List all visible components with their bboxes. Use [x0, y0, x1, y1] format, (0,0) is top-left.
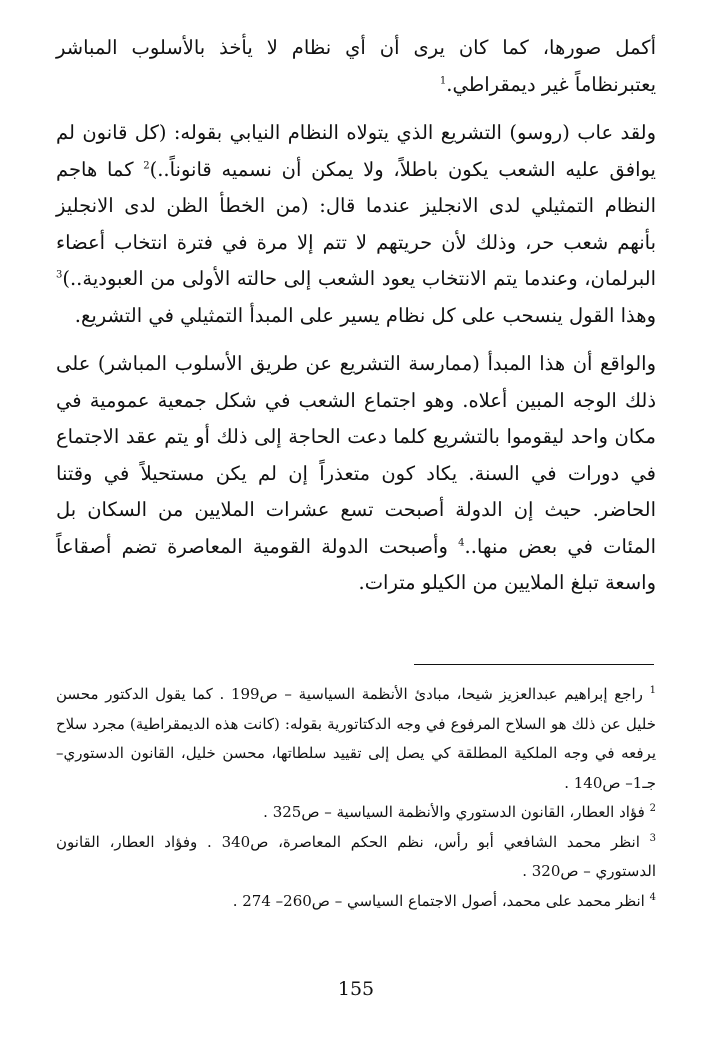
footnote-1: $^1$ راجع إبراهيم عبدالعزيز شيحا، مبادئ الأنظمة السياسية – ص199 . كما يقول الدكتور محسن خليل عن ذلك هو السلاح المرفوع في وجه الدكتاتورية بقوله: (كانت هذه الديمقراطية) مجرد سلاح يرفعه في وجه الملكية المطلقة كي يصل إلى تقييد سلطاتها، محسن خليل، القانون الدستوري– جـ1– ص140 . — [56, 685, 656, 792]
paragraph-2: ولقد عاب (روسو) التشريع الذي يتولاه النظام النيابي بقوله: (كل قانون لم يوافق عليه الشعب يكون باطلاً، ولا يمكن أن نسميه قانوناً..)$^2$ كما هاجم النظام التمثيلي لدى الانجليز عندما قال: (من الخطأ الظن لدى الانجليز بأنهم شعب حر، وذلك لأن حريتهم لا تتم إلا مرة في فترة انتخاب أعضاء البرلمان، وعندما يتم الانتخاب يعود الشعب إلى حالته الأولى من العبودية..)$^3$ وهذا القول ينسحب على كل نظام يسير على المبدأ التمثيلي في التشريع. — [56, 121, 656, 327]
main-text — [56, 30, 656, 602]
footnote-4: $^4$ انظر محمد على محمد، أصول الاجتماع السياسي – ص260– 274 . — [232, 891, 656, 910]
footnote-divider — [414, 664, 654, 665]
footnote-ref-2: 2 — [143, 160, 150, 171]
footnote-ref-3: 3 — [56, 269, 63, 281]
footnotes — [56, 680, 656, 916]
paragraph-3: والواقع أن هذا المبدأ (ممارسة التشريع عن طريق الأسلوب المباشر) على ذلك الوجه المبين أعلاه. وهو اجتماع الشعب في شكل جمعية عمومية في مكان واحد ليقوموا بالتشريع كلما دعت الحاجة إلى ذلك أو يتم عقد الاجتماع في دورات في السنة. يكاد كون متعذراً إن لم يكن مستحيلاً في وقتنا الحاضر. حيث إن الدولة أصبحت تسع عشرات الملايين من السكان بل المئات في بعض منها..$^4$ وأصبحت الدولة القومية المعاصرة تضم أصقاعاً واسعة تبلغ الملايين من الكيلو مترات. — [56, 352, 656, 594]
footnote-3: $^3$ انظر محمد الشافعي أبو رأس، نظم الحكم المعاصرة، ص340 . وفؤاد العطار، القانون الدستوري – ص320 . — [56, 832, 656, 880]
footnote-2: $^2$ فؤاد العطار، القانون الدستوري والأنظمة السياسية – ص325 . — [263, 803, 656, 821]
paragraph-1: أكمل صورها، كما كان يرى أن أي نظام لا يأخذ بالأسلوب المباشر يعتبرنظاماً غير ديمقراطي.$^1$ — [56, 36, 656, 96]
page-number: 155 — [337, 978, 375, 1000]
footnote-ref-4: 4 — [458, 537, 465, 548]
footnote-ref-1: 1 — [439, 75, 447, 86]
